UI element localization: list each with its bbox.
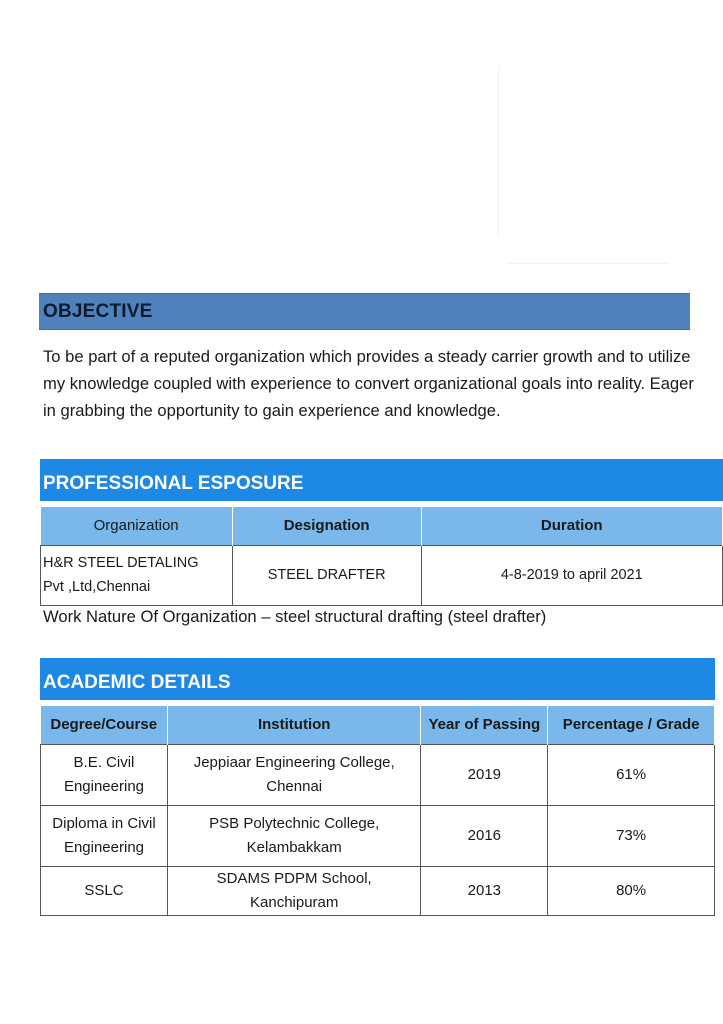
grade-cell: 80% xyxy=(548,866,715,915)
table-row xyxy=(41,545,723,605)
year-cell: 2019 xyxy=(421,744,548,805)
table-row xyxy=(41,866,715,915)
organization-name: H&R STEEL DETALING xyxy=(43,555,199,571)
objective-heading: OBJECTIVE xyxy=(43,301,153,322)
professional-header xyxy=(40,459,723,501)
faint-divider-vertical xyxy=(498,66,499,236)
degree-cell xyxy=(41,744,168,805)
column-header-organization: Organization xyxy=(41,507,233,545)
degree-line: Engineering xyxy=(63,777,144,795)
column-header-institution: Institution xyxy=(167,706,420,744)
institution-line: PSB Polytechnic College, xyxy=(209,814,380,832)
degree-line: Engineering xyxy=(63,838,144,856)
organization-location: Pvt ,Ltd,Chennai xyxy=(43,579,151,595)
duration-cell: 4-8-2019 to april 2021 xyxy=(421,545,722,605)
faint-divider-horizontal xyxy=(508,263,668,264)
column-header-designation: Designation xyxy=(232,507,421,545)
year-cell: 2013 xyxy=(421,866,548,915)
grade-cell: 61% xyxy=(548,744,715,805)
academic-header xyxy=(40,658,715,700)
column-header-grade: Percentage / Grade xyxy=(548,706,715,744)
column-header-degree: Degree/Course xyxy=(41,706,168,744)
institution-cell xyxy=(167,805,420,866)
objective-text: To be part of a reputed organization which provides a steady carrier growth and to utilize my knowledge coupled with experience to convert organizational goals into reality. Eager in grabbing the opportunity to gain experience and knowledge. xyxy=(43,347,694,420)
degree-line: Diploma in Civil xyxy=(52,814,156,832)
institution-line: Kelambakkam xyxy=(246,838,342,856)
institution-line: Chennai xyxy=(266,777,323,795)
year-cell: 2016 xyxy=(421,805,548,866)
table-header-row xyxy=(41,706,715,744)
table-row xyxy=(41,744,715,805)
work-nature-text: Work Nature Of Organization – steel structural drafting (steel drafter) xyxy=(43,607,547,626)
table-header-row xyxy=(41,507,723,545)
degree-cell: SSLC xyxy=(41,866,168,915)
objective-header xyxy=(39,293,690,330)
organization-cell xyxy=(41,545,233,605)
professional-table xyxy=(40,507,723,606)
degree-line: B.E. Civil xyxy=(73,753,135,771)
institution-cell: SDAMS PDPM School, Kanchipuram xyxy=(167,866,420,915)
academic-table xyxy=(40,706,715,916)
professional-heading: PROFESSIONAL ESPOSURE xyxy=(43,473,304,494)
academic-heading: ACADEMIC DETAILS xyxy=(43,672,231,693)
degree-cell xyxy=(41,805,168,866)
table-row xyxy=(41,805,715,866)
designation-cell: STEEL DRAFTER xyxy=(232,545,421,605)
column-header-year: Year of Passing xyxy=(421,706,548,744)
institution-line: Jeppiaar Engineering College, xyxy=(193,753,395,771)
grade-cell: 73% xyxy=(548,805,715,866)
column-header-duration: Duration xyxy=(421,507,722,545)
institution-cell xyxy=(167,744,420,805)
